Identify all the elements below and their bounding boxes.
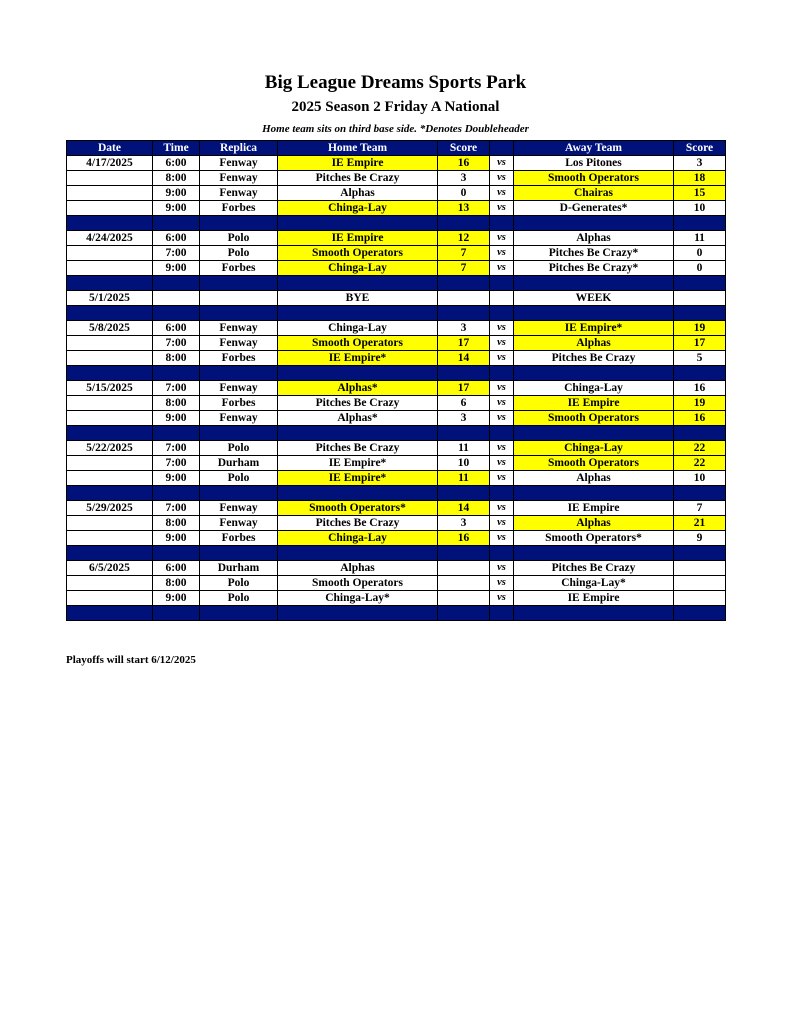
- home-score: 7: [438, 246, 490, 261]
- schedule-body: [67, 156, 726, 621]
- game-time: [153, 291, 200, 306]
- separator-cell: [438, 606, 490, 621]
- game-date: [67, 261, 153, 276]
- home-team: Chinga-Lay: [278, 321, 438, 336]
- away-team: Pitches Be Crazy: [514, 561, 674, 576]
- separator-cell: [200, 216, 278, 231]
- home-team: Alphas*: [278, 411, 438, 426]
- home-score: 7: [438, 261, 490, 276]
- away-score: [674, 291, 726, 306]
- separator-cell: [153, 606, 200, 621]
- home-team: Smooth Operators: [278, 246, 438, 261]
- away-score: 10: [674, 471, 726, 486]
- away-team: Smooth Operators*: [514, 531, 674, 546]
- game-time: 9:00: [153, 201, 200, 216]
- game-time: 9:00: [153, 591, 200, 606]
- game-time: 8:00: [153, 351, 200, 366]
- week-separator-row: [67, 426, 726, 441]
- away-score: 7: [674, 501, 726, 516]
- separator-cell: [67, 426, 153, 441]
- game-time: 6:00: [153, 231, 200, 246]
- table-row: [67, 591, 726, 606]
- separator-cell: [67, 486, 153, 501]
- separator-cell: [67, 366, 153, 381]
- away-score: 19: [674, 396, 726, 411]
- home-score: 17: [438, 381, 490, 396]
- field-replica: Fenway: [200, 186, 278, 201]
- separator-cell: [278, 486, 438, 501]
- away-score: 16: [674, 411, 726, 426]
- away-score: 9: [674, 531, 726, 546]
- separator-cell: [514, 276, 674, 291]
- week-separator-row: [67, 306, 726, 321]
- separator-cell: [490, 276, 514, 291]
- home-score: 11: [438, 471, 490, 486]
- away-score: 18: [674, 171, 726, 186]
- field-replica: Polo: [200, 471, 278, 486]
- separator-cell: [200, 546, 278, 561]
- separator-cell: [67, 216, 153, 231]
- away-team: WEEK: [514, 291, 674, 306]
- separator-cell: [674, 366, 726, 381]
- away-team: Pitches Be Crazy*: [514, 261, 674, 276]
- home-score: 16: [438, 531, 490, 546]
- table-row: [67, 531, 726, 546]
- game-date: [67, 351, 153, 366]
- home-team: IE Empire*: [278, 471, 438, 486]
- separator-cell: [514, 306, 674, 321]
- table-row: [67, 471, 726, 486]
- game-date: 5/1/2025: [67, 291, 153, 306]
- away-score: 21: [674, 516, 726, 531]
- column-header-replica: Replica: [200, 141, 278, 156]
- away-score: 16: [674, 381, 726, 396]
- separator-cell: [490, 486, 514, 501]
- field-replica: Fenway: [200, 411, 278, 426]
- table-row: [67, 171, 726, 186]
- separator-cell: [490, 306, 514, 321]
- separator-cell: [200, 366, 278, 381]
- vs-label: vs: [490, 171, 514, 186]
- field-replica: Forbes: [200, 351, 278, 366]
- home-team: Smooth Operators: [278, 576, 438, 591]
- home-score: 17: [438, 336, 490, 351]
- table-row: [67, 186, 726, 201]
- week-separator-row: [67, 486, 726, 501]
- column-header-date: Date: [67, 141, 153, 156]
- footer-note: Playoffs will start 6/12/2025: [66, 654, 196, 666]
- separator-cell: [153, 276, 200, 291]
- separator-cell: [674, 426, 726, 441]
- field-replica: Durham: [200, 561, 278, 576]
- week-separator-row: [67, 606, 726, 621]
- home-team: Chinga-Lay*: [278, 591, 438, 606]
- table-row: [67, 201, 726, 216]
- home-team: BYE: [278, 291, 438, 306]
- vs-label: vs: [490, 336, 514, 351]
- field-replica: Forbes: [200, 396, 278, 411]
- page-subtitle: 2025 Season 2 Friday A National: [291, 99, 500, 115]
- game-date: 5/15/2025: [67, 381, 153, 396]
- away-team: Alphas: [514, 516, 674, 531]
- separator-cell: [278, 546, 438, 561]
- game-date: [67, 201, 153, 216]
- game-date: [67, 246, 153, 261]
- separator-cell: [438, 276, 490, 291]
- separator-cell: [278, 306, 438, 321]
- game-date: [67, 171, 153, 186]
- vs-label: vs: [490, 471, 514, 486]
- separator-cell: [67, 276, 153, 291]
- home-team: Pitches Be Crazy: [278, 171, 438, 186]
- separator-cell: [514, 426, 674, 441]
- table-row: [67, 246, 726, 261]
- home-team: IE Empire*: [278, 456, 438, 471]
- week-separator-row: [67, 276, 726, 291]
- game-time: 6:00: [153, 321, 200, 336]
- separator-cell: [438, 486, 490, 501]
- home-team: Chinga-Lay: [278, 201, 438, 216]
- table-row: [67, 501, 726, 516]
- home-team: Pitches Be Crazy: [278, 396, 438, 411]
- away-score: 0: [674, 246, 726, 261]
- away-team: Chinga-Lay: [514, 441, 674, 456]
- page-title: Big League Dreams Sports Park: [264, 72, 527, 93]
- away-team: IE Empire: [514, 501, 674, 516]
- away-score: 11: [674, 231, 726, 246]
- home-team: IE Empire*: [278, 351, 438, 366]
- home-team: Alphas*: [278, 381, 438, 396]
- table-row: [67, 321, 726, 336]
- home-score: [438, 291, 490, 306]
- away-team: Smooth Operators: [514, 411, 674, 426]
- home-score: [438, 576, 490, 591]
- away-score: 3: [674, 156, 726, 171]
- home-score: 3: [438, 411, 490, 426]
- column-header-vs: [490, 141, 514, 156]
- separator-cell: [438, 366, 490, 381]
- separator-cell: [490, 216, 514, 231]
- separator-cell: [153, 216, 200, 231]
- field-replica: Fenway: [200, 336, 278, 351]
- table-row: [67, 261, 726, 276]
- field-replica: Forbes: [200, 531, 278, 546]
- separator-cell: [200, 606, 278, 621]
- game-time: 9:00: [153, 411, 200, 426]
- separator-cell: [514, 486, 674, 501]
- vs-label: vs: [490, 411, 514, 426]
- away-team: Alphas: [514, 336, 674, 351]
- home-score: 3: [438, 516, 490, 531]
- game-date: 4/17/2025: [67, 156, 153, 171]
- column-header-time: Time: [153, 141, 200, 156]
- away-team: Alphas: [514, 231, 674, 246]
- separator-cell: [200, 486, 278, 501]
- column-header-away-team: Away Team: [514, 141, 674, 156]
- table-row: [67, 336, 726, 351]
- game-time: 9:00: [153, 186, 200, 201]
- separator-cell: [490, 426, 514, 441]
- vs-label: vs: [490, 441, 514, 456]
- vs-label: vs: [490, 351, 514, 366]
- home-team: Alphas: [278, 186, 438, 201]
- home-score: 14: [438, 351, 490, 366]
- game-time: 7:00: [153, 246, 200, 261]
- vs-label: [490, 291, 514, 306]
- schedule-note: Home team sits on third base side. *Denotes Doubleheader: [262, 123, 529, 135]
- separator-cell: [153, 546, 200, 561]
- separator-cell: [67, 546, 153, 561]
- away-team: Chinga-Lay*: [514, 576, 674, 591]
- game-date: [67, 576, 153, 591]
- game-date: 6/5/2025: [67, 561, 153, 576]
- table-row: [67, 396, 726, 411]
- table-row: [67, 381, 726, 396]
- home-team: Pitches Be Crazy: [278, 516, 438, 531]
- away-team: Pitches Be Crazy: [514, 351, 674, 366]
- separator-cell: [153, 486, 200, 501]
- separator-cell: [438, 216, 490, 231]
- home-score: [438, 591, 490, 606]
- week-separator-row: [67, 366, 726, 381]
- home-team: IE Empire: [278, 231, 438, 246]
- game-time: 6:00: [153, 561, 200, 576]
- separator-cell: [278, 606, 438, 621]
- away-team: Chairas: [514, 186, 674, 201]
- game-time: 8:00: [153, 576, 200, 591]
- game-time: 7:00: [153, 501, 200, 516]
- away-score: 10: [674, 201, 726, 216]
- field-replica: Fenway: [200, 381, 278, 396]
- separator-cell: [438, 426, 490, 441]
- away-team: Smooth Operators: [514, 456, 674, 471]
- away-score: 0: [674, 261, 726, 276]
- home-team: Pitches Be Crazy: [278, 441, 438, 456]
- field-replica: [200, 291, 278, 306]
- game-time: 7:00: [153, 441, 200, 456]
- away-score: 22: [674, 441, 726, 456]
- week-separator-row: [67, 546, 726, 561]
- field-replica: Durham: [200, 456, 278, 471]
- home-score: 3: [438, 171, 490, 186]
- vs-label: vs: [490, 261, 514, 276]
- table-row: [67, 231, 726, 246]
- away-team: IE Empire: [514, 396, 674, 411]
- field-replica: Forbes: [200, 261, 278, 276]
- game-time: 9:00: [153, 471, 200, 486]
- separator-cell: [67, 606, 153, 621]
- game-date: [67, 396, 153, 411]
- column-header-home-team: Home Team: [278, 141, 438, 156]
- field-replica: Fenway: [200, 501, 278, 516]
- away-score: [674, 561, 726, 576]
- away-score: 22: [674, 456, 726, 471]
- game-time: 8:00: [153, 171, 200, 186]
- separator-cell: [674, 306, 726, 321]
- game-time: 7:00: [153, 456, 200, 471]
- vs-label: vs: [490, 501, 514, 516]
- separator-cell: [490, 606, 514, 621]
- home-team: IE Empire: [278, 156, 438, 171]
- separator-cell: [67, 306, 153, 321]
- home-score: 10: [438, 456, 490, 471]
- game-date: [67, 456, 153, 471]
- separator-cell: [153, 306, 200, 321]
- vs-label: vs: [490, 561, 514, 576]
- vs-label: vs: [490, 516, 514, 531]
- table-row: [67, 291, 726, 306]
- game-date: 5/29/2025: [67, 501, 153, 516]
- separator-cell: [200, 426, 278, 441]
- vs-label: vs: [490, 456, 514, 471]
- home-score: 3: [438, 321, 490, 336]
- separator-cell: [278, 426, 438, 441]
- away-score: [674, 591, 726, 606]
- field-replica: Polo: [200, 591, 278, 606]
- away-team: Smooth Operators: [514, 171, 674, 186]
- vs-label: vs: [490, 156, 514, 171]
- game-time: 7:00: [153, 381, 200, 396]
- separator-cell: [278, 366, 438, 381]
- home-team: Chinga-Lay: [278, 531, 438, 546]
- away-team: Pitches Be Crazy*: [514, 246, 674, 261]
- away-score: 5: [674, 351, 726, 366]
- game-date: [67, 531, 153, 546]
- home-score: 6: [438, 396, 490, 411]
- vs-label: vs: [490, 201, 514, 216]
- schedule-table: [66, 140, 726, 621]
- table-row: [67, 351, 726, 366]
- home-score: 13: [438, 201, 490, 216]
- column-header-home-score: Score: [438, 141, 490, 156]
- separator-cell: [674, 606, 726, 621]
- game-time: 9:00: [153, 261, 200, 276]
- week-separator-row: [67, 216, 726, 231]
- separator-cell: [514, 546, 674, 561]
- field-replica: Fenway: [200, 321, 278, 336]
- game-time: 7:00: [153, 336, 200, 351]
- vs-label: vs: [490, 381, 514, 396]
- game-date: 5/8/2025: [67, 321, 153, 336]
- separator-cell: [490, 546, 514, 561]
- away-score: 17: [674, 336, 726, 351]
- separator-cell: [153, 426, 200, 441]
- vs-label: vs: [490, 246, 514, 261]
- separator-cell: [674, 276, 726, 291]
- vs-label: vs: [490, 576, 514, 591]
- table-row: [67, 456, 726, 471]
- table-row: [67, 561, 726, 576]
- separator-cell: [514, 606, 674, 621]
- table-header-row: [67, 141, 726, 156]
- game-time: 8:00: [153, 516, 200, 531]
- field-replica: Polo: [200, 576, 278, 591]
- separator-cell: [674, 486, 726, 501]
- home-team: Smooth Operators*: [278, 501, 438, 516]
- separator-cell: [514, 216, 674, 231]
- separator-cell: [674, 546, 726, 561]
- away-score: 19: [674, 321, 726, 336]
- home-score: 16: [438, 156, 490, 171]
- home-team: Alphas: [278, 561, 438, 576]
- vs-label: vs: [490, 321, 514, 336]
- separator-cell: [490, 366, 514, 381]
- home-team: Smooth Operators: [278, 336, 438, 351]
- field-replica: Forbes: [200, 201, 278, 216]
- home-score: 11: [438, 441, 490, 456]
- away-team: Alphas: [514, 471, 674, 486]
- home-score: 14: [438, 501, 490, 516]
- game-date: [67, 516, 153, 531]
- game-date: [67, 186, 153, 201]
- vs-label: vs: [490, 231, 514, 246]
- field-replica: Fenway: [200, 171, 278, 186]
- separator-cell: [438, 546, 490, 561]
- vs-label: vs: [490, 531, 514, 546]
- game-time: 8:00: [153, 396, 200, 411]
- separator-cell: [514, 366, 674, 381]
- game-date: [67, 591, 153, 606]
- away-team: IE Empire*: [514, 321, 674, 336]
- field-replica: Polo: [200, 231, 278, 246]
- table-row: [67, 576, 726, 591]
- away-team: IE Empire: [514, 591, 674, 606]
- away-score: 15: [674, 186, 726, 201]
- column-header-away-score: Score: [674, 141, 726, 156]
- game-time: 9:00: [153, 531, 200, 546]
- table-row: [67, 516, 726, 531]
- away-team: Chinga-Lay: [514, 381, 674, 396]
- field-replica: Fenway: [200, 156, 278, 171]
- separator-cell: [153, 366, 200, 381]
- game-date: 5/22/2025: [67, 441, 153, 456]
- field-replica: Fenway: [200, 516, 278, 531]
- game-date: [67, 471, 153, 486]
- game-date: [67, 336, 153, 351]
- game-date: 4/24/2025: [67, 231, 153, 246]
- away-team: Los Pitones: [514, 156, 674, 171]
- home-team: Chinga-Lay: [278, 261, 438, 276]
- vs-label: vs: [490, 396, 514, 411]
- away-team: D-Generates*: [514, 201, 674, 216]
- game-time: 6:00: [153, 156, 200, 171]
- table-row: [67, 441, 726, 456]
- vs-label: vs: [490, 186, 514, 201]
- field-replica: Polo: [200, 441, 278, 456]
- vs-label: vs: [490, 591, 514, 606]
- separator-cell: [200, 276, 278, 291]
- away-score: [674, 576, 726, 591]
- separator-cell: [278, 276, 438, 291]
- game-date: [67, 411, 153, 426]
- field-replica: Polo: [200, 246, 278, 261]
- table-row: [67, 411, 726, 426]
- home-score: 0: [438, 186, 490, 201]
- table-row: [67, 156, 726, 171]
- separator-cell: [674, 216, 726, 231]
- separator-cell: [200, 306, 278, 321]
- home-score: 12: [438, 231, 490, 246]
- separator-cell: [278, 216, 438, 231]
- separator-cell: [438, 306, 490, 321]
- home-score: [438, 561, 490, 576]
